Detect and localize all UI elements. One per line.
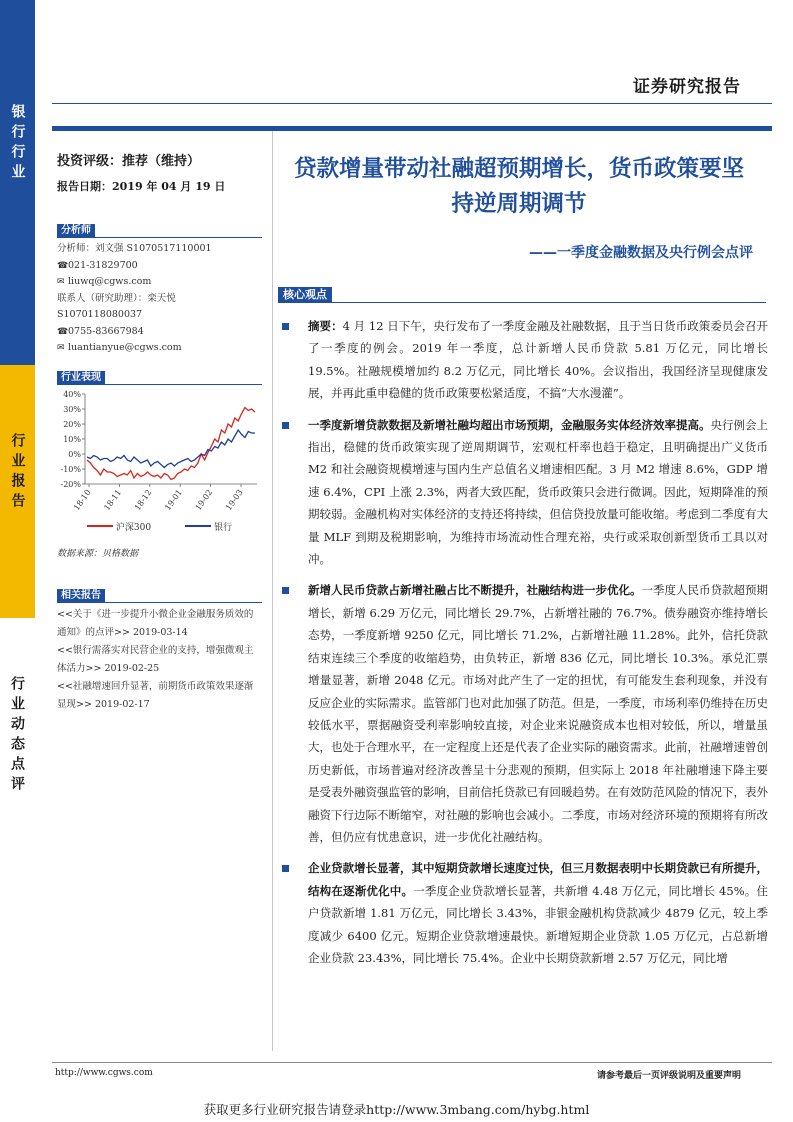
contact-text: 021-31829700	[68, 259, 138, 271]
side-bar	[0, 0, 35, 1122]
paragraph-text: 央行例会上指出，稳健的货币政策实现了逆周期调节，宏观杠杆率也趋于稳定，且明确提出广义货币 M2 和社会融资规模增速与国内生产总值名义增速相匹配。3 月 M2 增速 8.6%，GDP 增速 6.4%，CPI 上涨 2.3%，两者大致匹配，货币政策只会进行微调。因此，短期降准的预期较弱。金融机构对实体经济的支持还将持续，但信贷投放量可能收缩。考虑到二季度有大量 MLF 到期及税期影响，为维持市场流动性合理充裕，央行或采取创新型货币工具以对冲。	[308, 417, 768, 567]
report-type: 证券研究报告	[633, 77, 741, 97]
report-title: 贷款增量带动社融超预期增长，货币政策要坚持逆周期调节	[293, 156, 744, 217]
phone-icon: ☎	[57, 326, 69, 337]
core-head-label: 核心观点	[278, 287, 332, 302]
paragraph-lead: 企业贷款增长显著，其中短期贷款增长速度过快，但三月数据表明中长期贷款已有所提升，结构在逐渐优化中。	[308, 861, 768, 898]
phone-icon: ☎	[57, 260, 69, 271]
paragraph-lead: 一季度新增贷款数据及新增社融均超出市场预期，金融服务实体经济效率提高。	[308, 417, 711, 432]
square-bullet-icon	[282, 323, 289, 330]
core-point-paragraph	[280, 579, 768, 848]
legend-label-hs300: 沪深300	[115, 522, 152, 533]
paragraph-lead: 新增人民币贷款占新增社融占比不断提升，社融结构进一步优化。	[308, 583, 642, 598]
core-section-head	[278, 287, 766, 303]
column-divider	[272, 131, 273, 1051]
chart-legend	[57, 520, 262, 533]
side-label-industry: 银行行业	[9, 104, 26, 184]
mail-icon: ✉	[57, 277, 65, 287]
contact-line	[57, 291, 262, 308]
related-head-label: 相关报告	[57, 589, 105, 602]
x-tick-label: 19-03	[224, 487, 245, 512]
contact-line	[57, 340, 262, 357]
y-tick-label: 10%	[63, 434, 81, 444]
square-bullet-icon	[282, 422, 289, 429]
footer-rule	[52, 1062, 772, 1063]
related-list	[57, 606, 262, 714]
contact-line	[57, 241, 262, 258]
report-date: 报告日期：2019 年 04 月 19 日	[57, 180, 226, 193]
side-label-report: 行业报告	[9, 433, 26, 513]
contact-text: 分析师：刘文强 S1070517110001	[57, 243, 212, 254]
left-column	[57, 150, 262, 714]
report-subtitle: ——一季度金融数据及央行例会点评	[529, 245, 753, 261]
y-tick-label: 0%	[68, 449, 81, 459]
bottom-link[interactable]: 获取更多行业研究报告请登录http://www.3mbang.com/hybg.html	[203, 1102, 590, 1117]
performance-head-label: 行业表现	[57, 371, 105, 384]
performance-chart	[57, 388, 262, 518]
paragraph-text: 一季度人民币贷款超预期增长，新增 6.29 万亿元，同比增长 29.7%，占新增社融的 76.7%。债券融资亦维持增长态势，一季度新增 9250 亿元，同比增长 71.2%，占新增社融 11.28%。此外，信托贷款结束连续三个季度的收缩趋势，由负转正，新增 836 亿元，同比增长 10.3%。承兑汇票增量显著，新增 2048 亿元。市场对此产生了一定的担忧，有可能发生套利现象，并没有反应企业的实际需求。监管部门也对此加强了防范。但是，一季度，市场利率仍维持在历史较低水平，票据融资受利率影响较直接，对企业来说融资成本也相对较低，所以，增量虽大，也处于合理水平，在一定程度上还是代表了企业实际的融资需求。此前，社融增速曾创历史新低，市场普遍对经济改善呈十分悲观的预期，但实际上 2018 年社融增速下降主要是受表外融资强监管的影响，目前信托贷款已有回暖趋势。在有效防范风险的情况下，表外融资下行边际不断缩窄，对社融的影响也会减小。二季度，市场对经济环境的预期将有所改善，但仍应有忧患意识，进一步优化社融结构。	[308, 583, 768, 844]
analyst-section-head	[57, 224, 262, 238]
related-report-item[interactable]: <<关于《进一步提升小微企业金融服务质效的通知》的点评>> 2019-03-14	[57, 608, 254, 638]
contact-text: liuwq@cgws.com	[68, 276, 152, 287]
contact-line	[57, 307, 262, 324]
analyst-head-label: 分析师	[57, 224, 95, 237]
paragraph-text: 4 月 12 日下午，央行发布了一季度金融及社融数据，且于当日货币政策委员会召开了一季度的例会。2019 年一季度，总计新增人民币贷款 5.81 万亿元，同比增长 19.5%。社融规模增加约 8.2 万亿元，同比增长 40%。会议指出，我国经济呈现健康发展，并再此重申稳健的货币政策要松紧适度，不搞“大水漫灌”。	[308, 319, 768, 401]
investment-rating: 投资评级：推荐（维持）	[57, 154, 201, 169]
side-segment-white	[0, 618, 35, 1122]
square-bullet-icon	[282, 587, 289, 594]
header-rule	[52, 126, 772, 131]
contact-line	[57, 274, 262, 291]
related-report-item[interactable]: <<社融增速回升显著，前期货币政策效果逐渐显现>> 2019-02-17	[57, 680, 254, 710]
core-point-paragraph	[280, 414, 768, 571]
legend-swatch-hs300	[87, 525, 113, 527]
legend-label-bank: 银行	[214, 522, 233, 533]
mail-icon: ✉	[57, 343, 65, 353]
y-tick-label: 30%	[63, 404, 81, 414]
contact-line	[57, 258, 262, 275]
header-rule-thin	[52, 103, 772, 104]
contact-text: 0755-83667984	[68, 325, 144, 337]
legend-item-hs300	[87, 520, 151, 533]
contact-list	[57, 241, 262, 357]
series-line-bank	[87, 430, 255, 468]
y-tick-label: 20%	[63, 419, 81, 429]
core-point-paragraph	[280, 315, 768, 405]
square-bullet-icon	[282, 865, 289, 872]
contact-text: 联系人（研究助理）：栾天悦	[57, 292, 176, 304]
contact-text: luantianyue@cgws.com	[68, 342, 182, 353]
side-segment-yellow	[0, 365, 35, 618]
related-reports	[57, 589, 262, 714]
footer-url[interactable]: http://www.cgws.com	[55, 1068, 153, 1078]
legend-item-bank	[185, 520, 232, 533]
y-tick-label: -20%	[60, 479, 81, 489]
data-source: 数据来源：贝格数据	[57, 548, 139, 559]
footer-note: 请参考最后一页评级说明及重要声明	[596, 1071, 741, 1081]
paragraph-text: 一季度企业贷款增长显著，共新增 4.48 万亿元，同比增长 45%。住户贷款新增 1.81 万亿元，同比增长 3.43%，非银金融机构贷款减少 4879 亿元，较上季度减少 6400 亿元。短期企业贷款增速最快。新增短期企业贷款 1.05 万亿元，占总新增企业贷款 23.43%，同比增长 75.4%。企业中长期贷款新增 2.57 万亿元，同比增	[308, 883, 768, 965]
contact-line	[57, 324, 262, 341]
performance-section-head	[57, 371, 262, 385]
x-tick-label: 18-12	[132, 487, 154, 512]
side-label-comment: 行业动态点评	[9, 676, 25, 796]
related-report-item[interactable]: <<银行需落实对民营企业的支持，增强微观主体活力>> 2019-02-25	[57, 644, 254, 674]
x-tick-label: 18-10	[72, 487, 93, 512]
legend-swatch-bank	[185, 525, 211, 527]
series-line-hs300	[87, 407, 255, 479]
y-tick-label: 40%	[63, 389, 81, 399]
contact-text: S1070118080037	[57, 309, 143, 320]
paragraph-lead: 摘要：	[308, 319, 343, 333]
main-content	[280, 315, 768, 978]
performance-chart-box	[57, 371, 262, 533]
x-tick-label: 19-01	[163, 487, 184, 512]
side-segment-blue	[0, 0, 35, 365]
x-tick-label: 18-11	[102, 487, 124, 512]
x-tick-label: 19-02	[193, 487, 215, 512]
related-section-head	[57, 589, 262, 603]
y-tick-label: -10%	[60, 464, 81, 474]
core-point-paragraph	[280, 857, 768, 969]
